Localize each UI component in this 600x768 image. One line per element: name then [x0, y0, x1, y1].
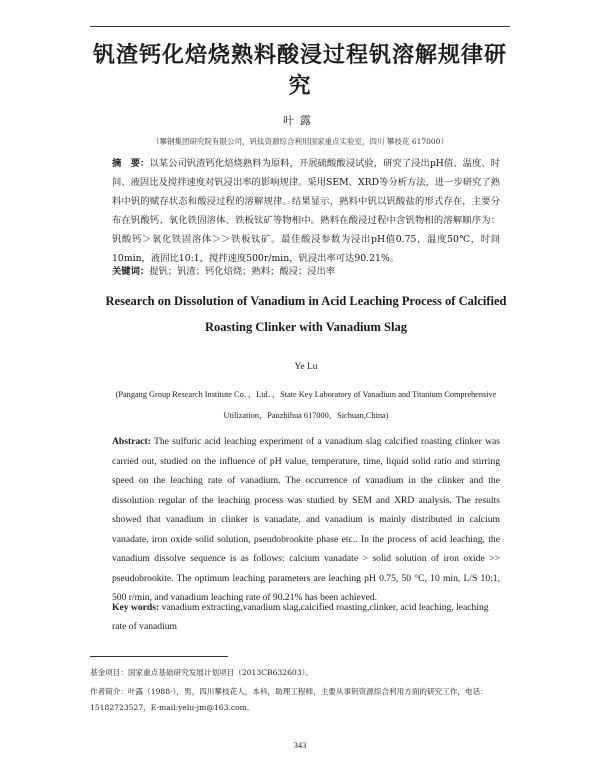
abstract-chinese-text: 以某公司钒渣钙化焙烧熟料为原料，开展硫酸酸浸试验，研究了浸出pH值、温度、时间、液固比及搅拌速度对钒浸出率的影响规律。采用SEM、XRD等分析方法，进一步研究了熟料中钒的赋存状态和酸浸过程的溶解规律。结果显示，熟料中钒以钒酸盐的形式存在，主要分布在钒酸钙、氧化铁固溶体、铁板钛矿等物相中。熟料在酸浸过程中含钒物相的溶解顺序为：钒酸钙＞氧化铁固溶体＞＞铁板钛矿。最佳酸浸参数为浸出pH值0.75，温度50℃，时间10min，液固比10:1，搅拌速度500r/min，钒浸出率可达90.21%。: [112, 158, 500, 264]
keywords-chinese: [112, 265, 500, 279]
abstract-english: [112, 432, 500, 608]
paper-title-chinese: 钒渣钙化焙烧熟料酸浸过程钒溶解规律研究: [92, 43, 507, 99]
footnote-author: 作者简介：叶露（1988-），男，四川攀枝花人，本科，助理工程师，主要从事钒资源综合利用方面的研究工作，电话：15182723527，E-mail:yelu-jm@163.com。: [90, 687, 488, 712]
abstract-chinese-label: 摘 要：: [112, 158, 150, 169]
footnotes: [90, 665, 512, 719]
footnote-rule: [90, 656, 228, 657]
author-name-chinese: 叶露: [283, 114, 317, 127]
header-rule: [90, 26, 510, 27]
abstract-english-label: Abstract:: [112, 436, 151, 447]
page-number: 343: [293, 740, 307, 750]
paper-title-english: Research on Dissolution of Vanadium in Acid Leaching Process of Calcified Roasting Clinker with Vanadium Slag: [105, 294, 507, 334]
affiliation-chinese: （攀钢集团研究院有限公司，钒钛资源综合利用国家重点实验室，四川 攀枝花 617000）: [152, 137, 448, 146]
footnote-fund: 基金项目：国家重点基础研究发展计划项目（2013CB632603）。: [90, 668, 313, 677]
affiliation-english: (Pangang Group Research Institute Co．，Ltd．，State Key Laboratory of Vanadium and Titanium Comprehensive Utilization，Panzhihua 617000，Sichuan,China): [115, 390, 497, 420]
keywords-english-text: vanadium extracting,vanadium slag,calcified roasting,clinker, acid leaching, leaching rate of vanadium: [112, 602, 489, 632]
abstract-chinese: [112, 154, 500, 268]
keywords-english-label: Key words:: [112, 602, 160, 613]
abstract-english-text: The sulfuric acid leaching experiment of a vanadium slag calcified roasting clinker was carried out, studied on the influence of pH value, temperature, time, liquid solid ratio and stirring speed on the leaching rate of vanadium. The occurrence of vanadium in the clinker and the dissolution regular of the leaching process was studied by SEM and XRD analysis. The results showed that vanadium in clinker is vanadate, and vanadium is mainly distributed in calcium vanadate, iron oxide solid solution, pseudobrookite phase etc.. In the process of acid leaching, the vanadium dissolve sequence is as follows: calcium vanadate > solid solution of iron oxide >> pseudobrookite. The optimum leaching parameters are leaching pH 0.75, 50 °C, 10 min, L/S 10:1, 500 r/min, and vanadium leaching rate of 90.21% has been achieved.: [112, 436, 500, 603]
keywords-chinese-label: 关键词：: [112, 266, 150, 277]
keywords-english: [112, 598, 500, 636]
author-name-english: Ye Lu: [294, 362, 318, 372]
keywords-chinese-text: 提钒；钒渣；钙化焙烧；熟料；酸浸；浸出率: [149, 266, 336, 277]
